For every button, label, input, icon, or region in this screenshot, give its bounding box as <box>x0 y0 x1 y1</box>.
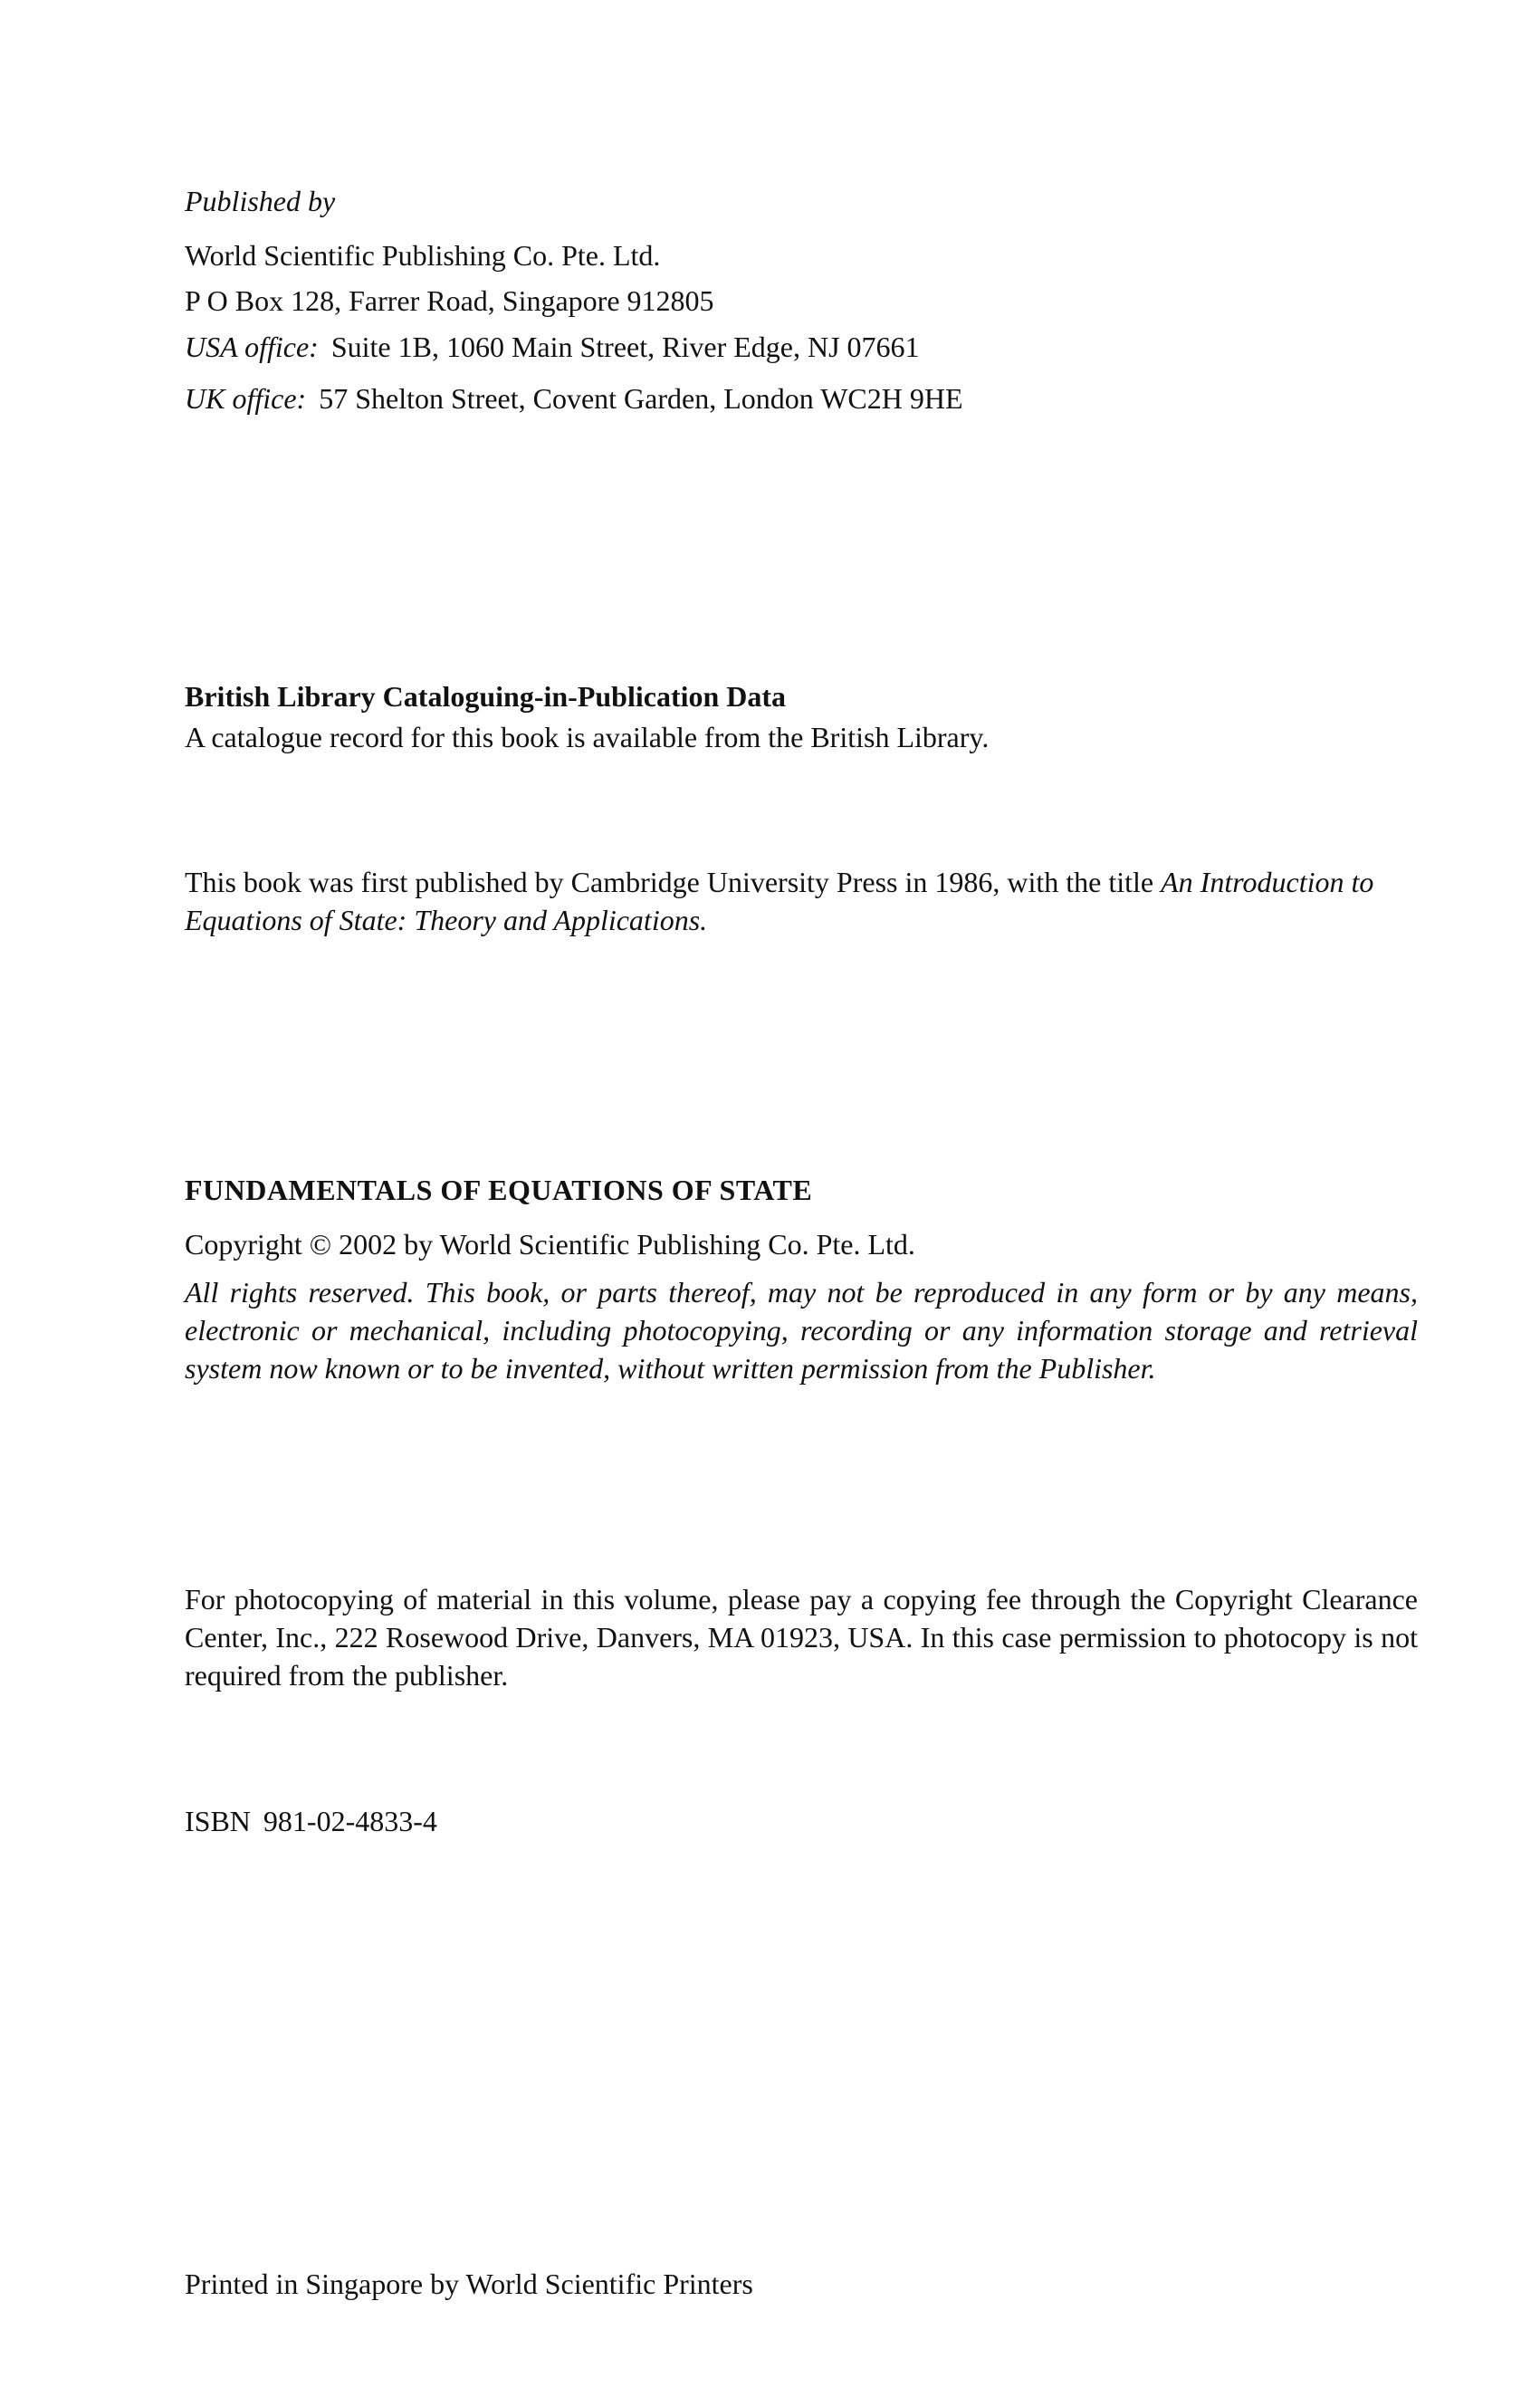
usa-office-label: USA office: <box>185 331 319 363</box>
usa-office-address: Suite 1B, 1060 Main Street, River Edge, NJ 07661 <box>330 331 920 363</box>
cataloguing-heading: British Library Cataloguing-in-Publication Data <box>185 680 787 713</box>
uk-office-label: UK office: <box>185 382 307 415</box>
publisher-address: P O Box 128, Farrer Road, Singapore 912805 <box>185 284 714 317</box>
uk-office-address: 57 Shelton Street, Covent Garden, London WC2H 9HE <box>319 382 963 415</box>
first-published-text: This book was first published by Cambridge University Press in 1986, with the title <box>185 866 1154 898</box>
copyright-notice: Copyright © 2002 by World Scientific Publishing Co. Pte. Ltd. <box>185 1228 915 1261</box>
printer-statement: Printed in Singapore by World Scientific Printers <box>185 2268 753 2300</box>
cataloguing-text: A catalogue record for this book is available from the British Library. <box>185 721 990 753</box>
publisher-name: World Scientific Publishing Co. Pte. Ltd. <box>185 239 661 272</box>
photocopying-statement: For photocopying of material in this volume, please pay a copying fee through the Copyright Clearance Center, Inc., 222 Rosewood Drive, Danvers, MA 01923, USA. In this case permission to photocopy is not required from the publisher. <box>185 1583 1418 1692</box>
rights-statement: All rights reserved. This book, or parts thereof, may not be reproduced in any form or by any means, electronic or mechanical, including photocopying, recording or any information storage and retrieval system now known or to be invented, without written permission from the Publisher. <box>185 1276 1418 1385</box>
book-title: FUNDAMENTALS OF EQUATIONS OF STATE <box>185 1174 813 1206</box>
uk-office-line <box>185 379 963 417</box>
published-by-label: Published by <box>185 185 336 217</box>
usa-office-line <box>185 328 920 366</box>
isbn-line <box>185 1802 437 1840</box>
original-title: An Introduction to Equations of State: Theory and Applications. <box>185 866 1374 936</box>
isbn-label: ISBN <box>185 1805 251 1837</box>
first-published-paragraph <box>185 863 1416 939</box>
isbn-number: 981-02-4833-4 <box>263 1805 437 1837</box>
